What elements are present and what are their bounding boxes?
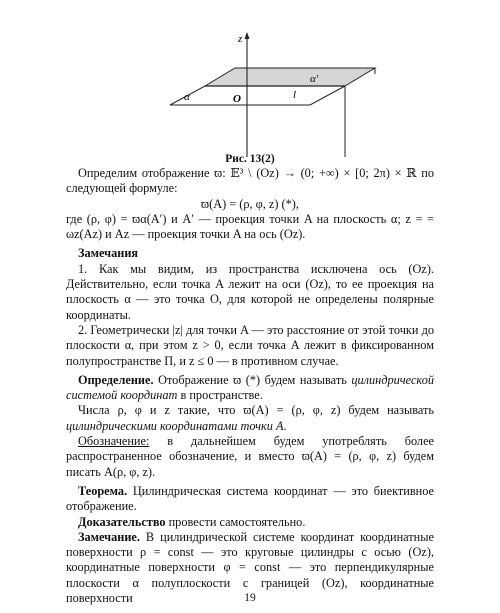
figure-cylindrical-coordinates — [150, 22, 380, 172]
coordinates-text-b: . — [283, 418, 287, 433]
formula-main: ϖ(A) = (ρ, φ, z) (*), — [201, 196, 299, 211]
definition-text-a: Отображение ϖ (*) будем называть — [153, 372, 352, 387]
label-alpha: α — [184, 91, 190, 103]
figure-drawing — [150, 22, 380, 172]
definition-paragraph — [66, 373, 434, 404]
label-O: O — [233, 93, 241, 105]
label-l: l — [293, 89, 297, 101]
remark-1: 1. Как мы видим, из пространства исключена ось (Oz). Действительно, если точка A лежит на оси (Oz), то ее проекция на плоскость α — это точка O, для которой не определены полярные координаты. — [66, 261, 434, 322]
theorem-paragraph — [66, 484, 434, 515]
formula-explanation: где (ρ, φ) = ϖα(A′) и A′ — проекция точки A на плоскость α; z = = ωz(Az) и Az — проекция точки A на ось (Oz). — [66, 211, 434, 242]
proof-label: Доказательство — [78, 514, 166, 529]
theorem-label: Теорема. — [78, 483, 128, 498]
proof-paragraph — [66, 515, 434, 530]
definition-intro: Определим отображение ϖ: 𝔼³ \ (Oz) → (0; +∞) × [0; 2π) × ℝ по следующей формуле: — [66, 166, 434, 196]
remarks-heading: Замечания — [78, 246, 139, 261]
notation-text: в дальнейшем будем употреблять более распространенное обозначение, и вместо ϖ(A) = (ρ, φ, z) будем писать A(ρ, φ, z). — [66, 434, 434, 479]
coordinates-paragraph — [66, 403, 434, 434]
note-text: В цилиндрической системе координат координатные поверхности ρ = const — это круговые цилиндры с осью (Oz), координатные поверхности φ = const — это перпендикулярные плоскости α полуплоскости с границей (Oz), координатные поверхности — [66, 529, 434, 606]
label-z: z — [238, 33, 243, 45]
notation-label: Обозначение: — [78, 434, 150, 449]
page-number: 19 — [244, 592, 256, 604]
theorem-text: Цилиндрическая система координат — это биективное отображение. — [66, 483, 434, 514]
definition-term: цилиндрической системой координат — [66, 372, 434, 403]
remark-2: 2. Геометрически |z| для точки A — это расстояние от этой точки до плоскости α, при этом z > 0, если точка A лежит в фиксированном полупространстве Π, и z ≤ 0 — в противном случае. — [66, 322, 434, 368]
definition-text-b: в пространстве. — [177, 388, 263, 403]
main-text — [66, 166, 434, 606]
coordinates-text-a: Числа ρ, φ и z такие, что ϖ(A) = (ρ, φ, z) будем называть — [78, 403, 434, 418]
definition-label: Определение. — [78, 372, 154, 387]
note-label: Замечание. — [78, 529, 140, 544]
notation-paragraph — [66, 434, 434, 480]
coordinates-term: цилиндрическими координатами точки A — [66, 418, 284, 433]
figure-caption: Рис. 13(2) — [225, 153, 275, 165]
label-alpha-prime: α′ — [310, 73, 319, 85]
proof-text: провести самостоятельно. — [165, 514, 306, 529]
